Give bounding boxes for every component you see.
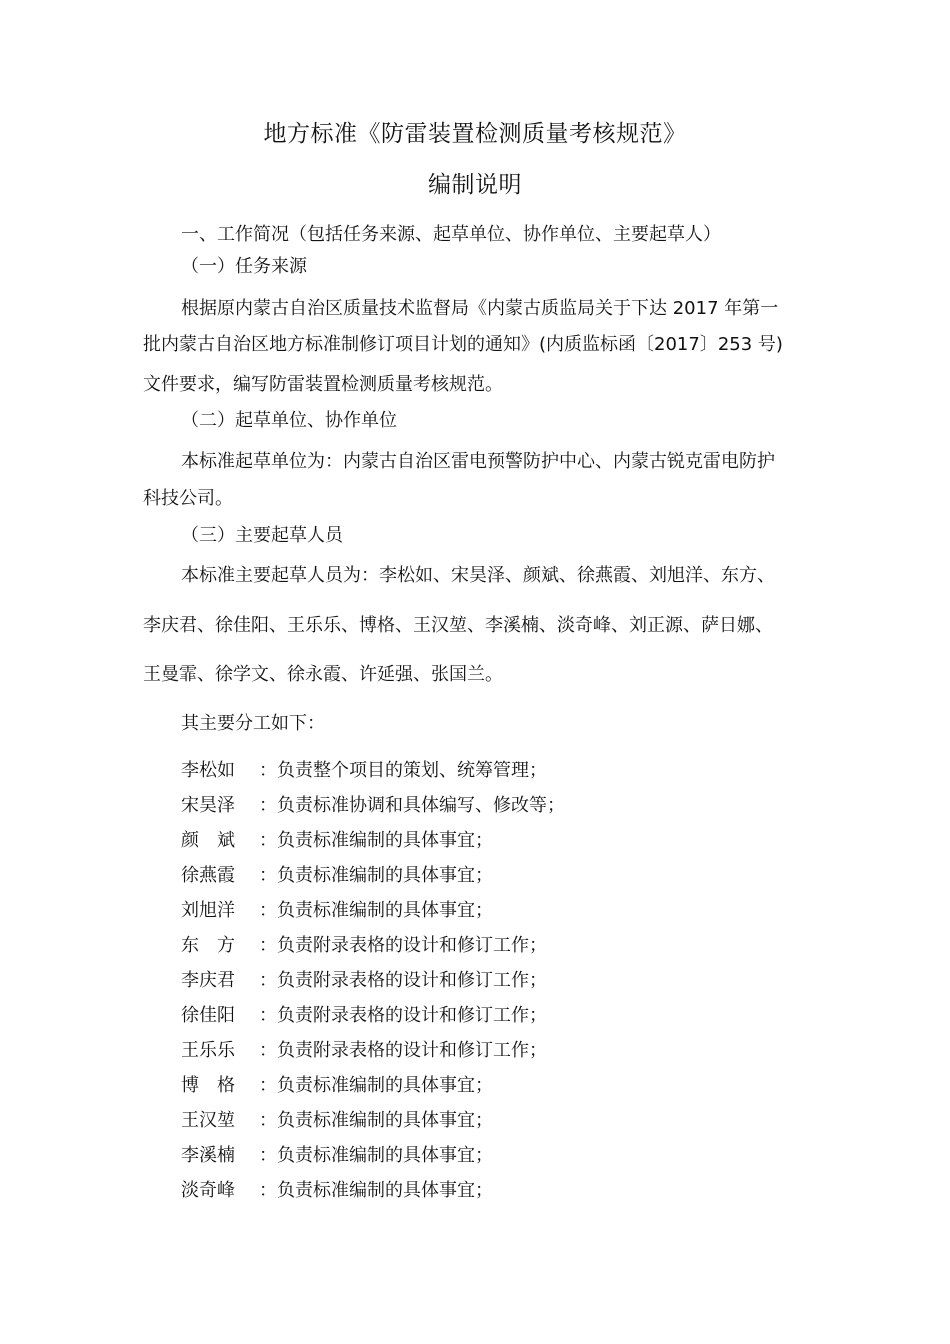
- assignment-row: [181, 934, 547, 958]
- document-title: 地方标准《防雷装置检测质量考核规范》: [263, 121, 687, 147]
- assignment-row: [181, 794, 565, 818]
- paragraph-line: 王曼霏、徐学文、徐永霞、许延强、张国兰。: [143, 664, 503, 685]
- assignment-duty: ：负责附录表格的设计和修订工作；: [259, 935, 547, 956]
- subsection-heading: （一）任务来源: [181, 256, 307, 277]
- assignment-duty: ：负责附录表格的设计和修订工作；: [259, 1005, 547, 1026]
- assignment-duty: ：负责标准协调和具体编写、修改等；: [259, 795, 565, 816]
- assignment-row: [181, 759, 547, 783]
- assignee-name: 李庆君: [181, 970, 235, 991]
- subsection-heading: （三）主要起草人员: [181, 525, 343, 546]
- assignment-row: [181, 829, 493, 853]
- assignment-duty: ：负责标准编制的具体事宜；: [259, 1110, 493, 1131]
- paragraph-line: 科技公司。: [143, 488, 233, 509]
- assignment-duty: ：负责标准编制的具体事宜；: [259, 1180, 493, 1201]
- paragraph-line: 根据原内蒙古自治区质量技术监督局《内蒙古质监局关于下达 2017 年第一: [181, 298, 779, 319]
- assignment-duty: ：负责标准编制的具体事宜；: [259, 1145, 493, 1166]
- assignment-row: [181, 1004, 547, 1028]
- assignee-name: 东 方: [181, 935, 235, 956]
- assignment-duty: ：负责标准编制的具体事宜；: [259, 830, 493, 851]
- subsection-heading: （二）起草单位、协作单位: [181, 410, 397, 431]
- assignment-duty: ：负责标准编制的具体事宜；: [259, 900, 493, 921]
- assignee-name: 颜 斌: [181, 830, 235, 851]
- assignment-row: [181, 1074, 493, 1098]
- assignee-name: 王汉堃: [181, 1110, 235, 1131]
- assignee-name: 李溪楠: [181, 1145, 235, 1166]
- document-subtitle: 编制说明: [428, 172, 522, 198]
- paragraph-line: 本标准主要起草人员为：李松如、宋昊泽、颜斌、徐燕霞、刘旭洋、东方、: [181, 565, 775, 586]
- assignee-name: 刘旭洋: [181, 900, 235, 921]
- assignee-name: 徐燕霞: [181, 865, 235, 886]
- assignment-duty: ：负责整个项目的策划、统筹管理；: [259, 760, 547, 781]
- assignment-row: [181, 899, 493, 923]
- assignment-duty: ：负责附录表格的设计和修订工作；: [259, 970, 547, 991]
- paragraph-line: 文件要求，编写防雷装置检测质量考核规范。: [143, 374, 503, 395]
- paragraph-line: 本标准起草单位为：内蒙古自治区雷电预警防护中心、内蒙古锐克雷电防护: [181, 451, 775, 472]
- assignee-name: 徐佳阳: [181, 1005, 235, 1026]
- assignment-row: [181, 969, 547, 993]
- assignment-row: [181, 1144, 493, 1168]
- assignment-duty: ：负责标准编制的具体事宜；: [259, 865, 493, 886]
- paragraph-line: 批内蒙古自治区地方标准制修订项目计划的通知》(内质监标函〔2017〕253 号): [143, 334, 783, 355]
- assignee-name: 李松如: [181, 760, 235, 781]
- assignee-name: 宋昊泽: [181, 795, 235, 816]
- paragraph-line: 李庆君、徐佳阳、王乐乐、博格、王汉堃、李溪楠、淡奇峰、刘正源、萨日娜、: [143, 615, 773, 636]
- assignment-duty: ：负责附录表格的设计和修订工作；: [259, 1040, 547, 1061]
- assignee-name: 王乐乐: [181, 1040, 235, 1061]
- assignee-name: 博 格: [181, 1075, 235, 1096]
- section-heading: 一、工作简况（包括任务来源、起草单位、协作单位、主要起草人）: [181, 224, 721, 245]
- assignment-row: [181, 864, 493, 888]
- assignee-name: 淡奇峰: [181, 1180, 235, 1201]
- assignment-duty: ：负责标准编制的具体事宜；: [259, 1075, 493, 1096]
- assignment-row: [181, 1039, 547, 1063]
- division-intro: 其主要分工如下：: [181, 713, 325, 734]
- assignment-row: [181, 1179, 493, 1203]
- assignment-row: [181, 1109, 493, 1133]
